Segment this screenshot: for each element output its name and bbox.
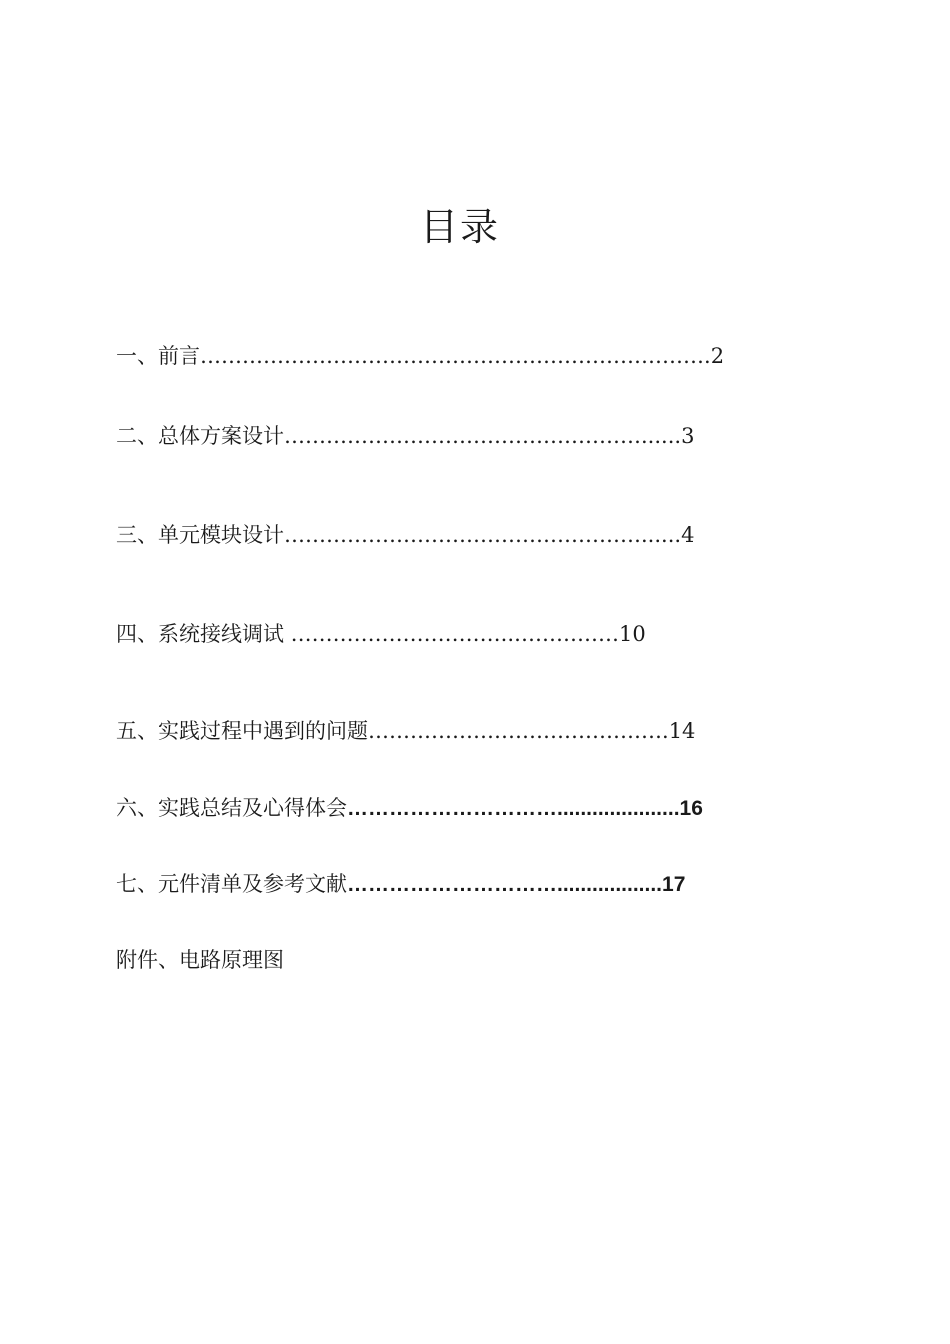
toc-page-number: 14 (668, 719, 696, 743)
toc-page-number: 17 (662, 873, 686, 896)
toc-entry-wiring-debug[interactable] (116, 619, 646, 649)
toc-leader-dots: ……………………………………………...... (284, 523, 682, 547)
toc-leader-dots: ………………………….................. (347, 873, 663, 896)
toc-entry-label: 五、实践过程中遇到的问题 (116, 719, 368, 743)
toc-leader-dots: …………………………..................... (347, 797, 680, 820)
toc-entry-label: 七、元件清单及参考文献 (116, 872, 347, 896)
toc-entry-label: 四、系统接线调试 (116, 622, 284, 646)
toc-page-number: 3 (681, 424, 695, 448)
toc-entry-label: 二、总体方案设计 (116, 424, 284, 448)
toc-entry-label: 一、前言 (116, 344, 200, 368)
toc-page-number: 4 (681, 523, 695, 547)
toc-page-number: 10 (619, 622, 646, 646)
toc-entry-summary[interactable] (116, 793, 703, 824)
toc-entry-components[interactable] (116, 869, 685, 900)
toc-leader-dots: ……………………………………………...... (284, 424, 682, 448)
toc-entry-overall-design[interactable] (116, 421, 694, 451)
toc-entry-label: 六、实践总结及心得体会 (116, 796, 347, 820)
toc-entry-label: 附件、电路原理图 (116, 948, 284, 972)
toc-leader-dots: ……………………………………. (368, 719, 669, 743)
toc-entry-appendix[interactable] (116, 945, 284, 975)
toc-page-number: 2 (710, 344, 725, 368)
toc-entry-label: 三、单元模块设计 (116, 523, 284, 547)
toc-leader-dots: ………………………………………………………………. (200, 344, 711, 368)
toc-leader-dots: …………………………..…………… (284, 622, 620, 646)
toc-entry-preface[interactable] (116, 341, 724, 371)
toc-entry-module-design[interactable] (116, 520, 694, 550)
page-title: 目录 (419, 205, 500, 249)
toc-page-number: 16 (679, 797, 703, 820)
toc-entry-problems[interactable] (116, 716, 695, 746)
